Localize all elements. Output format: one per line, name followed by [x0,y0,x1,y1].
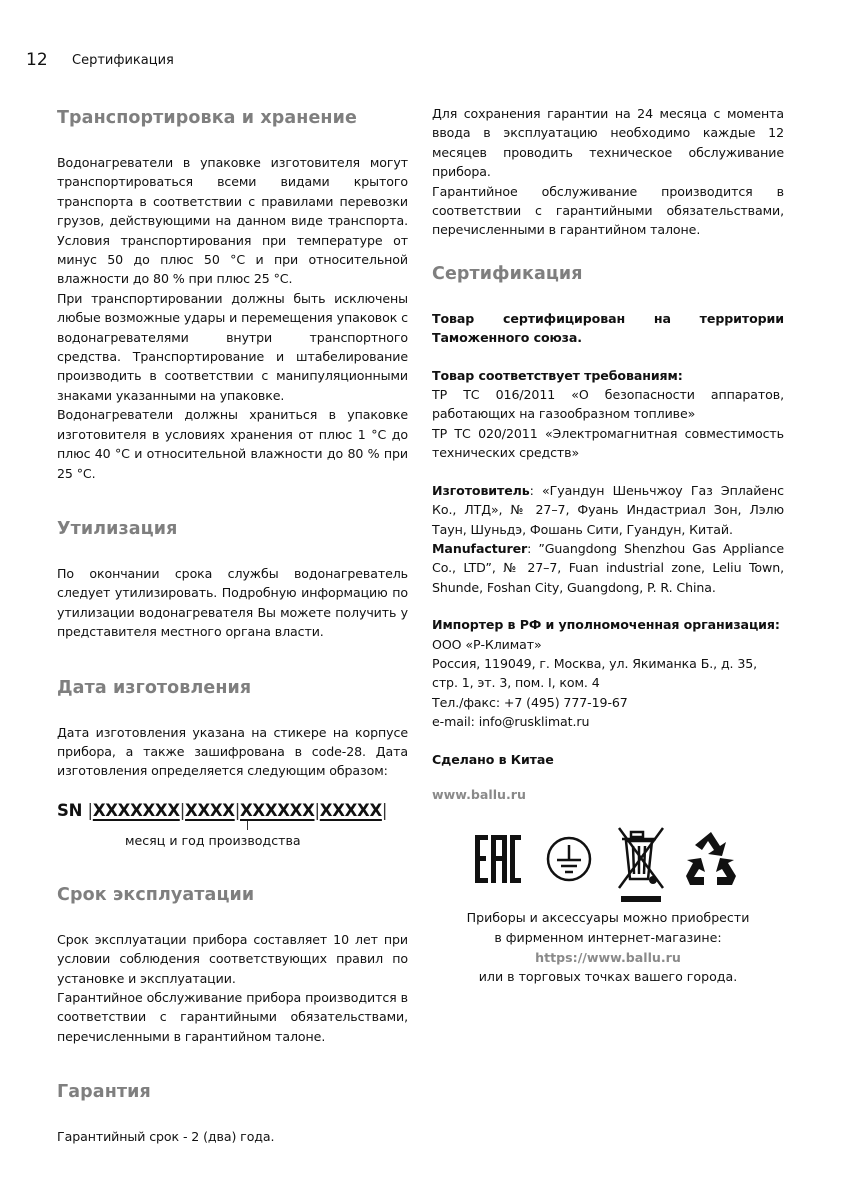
importer-line-4: Тел./факс: +7 (495) 777-19-67 [432,694,628,710]
eac-mark-icon [475,831,521,887]
service-life-paragraph-2: Гарантийное обслуживание прибора производится в соответствии с гарантийными обязательствами, перечисленными в гарантийном талоне. [57,989,408,1044]
requirement-2: ТР ТС 020/2011 «Электромагнитная совместимость технических средств» [432,425,784,461]
sn-prefix: SN [57,800,83,820]
right-column [432,104,784,987]
requirements-label: Товар соответствует требованиям: [432,367,683,383]
transport-heading: Транспортировка и хранение [57,108,357,128]
manufacturer-en-label: Manufacturer [432,540,528,556]
certification-marks [432,816,784,908]
warranty-service-paragraph: Гарантийное обслуживание производится в соответствии с гарантийными обязательствами, перечисленными в гарантийном талоне. [432,183,784,238]
ground-symbol-icon [546,836,592,882]
transport-paragraph-3: Водонагреватели должны храниться в упаковке изготовителя в условиях хранения от плюс 1 °С до плюс 40 °С и относительной влажности до 80 % при 25 °С. [57,407,408,481]
shop-line-2: в фирменном интернет-магазине: [494,929,722,945]
left-column [57,104,408,1147]
serial-number-code: SN |XXXXXXX|XXXX|XXXXXX|XXXXX| [57,800,388,820]
manufacture-date-paragraph: Дата изготовления указана на стикере на корпусе прибора, а также зашифрована в code-28. Дата изготовления определяется следующим образом: [57,724,408,779]
sn-caption: месяц и год производства [125,832,301,848]
disposal-paragraph: По окончании срока службы водонагреватель следует утилизировать. Подробную информацию по утилизации водонагревателя Вы можете получить у представителя местного органа власти. [57,565,408,640]
importer-line-2: Россия, 119049, г. Москва, ул. Якиманка Б., д. 35, [432,655,758,671]
manufacturer-ru [432,481,784,539]
importer-label: Импортер в РФ и уполномоченная организация: [432,617,780,633]
transport-paragraph-2: При транспортировании должны быть исключены любые возможные удары и перемещения упаковок с водонагревателями внутри транспортного средства. Транспортирование и штабелирование производить в соответствии с манипуляционными знаками указанными на упаковке. [57,290,408,403]
shop-url-link[interactable]: https://www.ballu.ru [535,949,681,965]
disposal-heading: Утилизация [57,518,178,539]
manufacturer-ru-text: : «Гуандун Шеньчжоу Газ Эплайенс Ко., ЛТД», № 27–7, Фуань Индастриал Зон, Лэлю Таун, Шуньдэ, Фошань Сити, Гуандун, Китай. [432,482,784,537]
sn-segment-4: XXXXX [319,800,382,820]
service-life-paragraph-1: Срок эксплуатации прибора составляет 10 лет при условии соблюдения соответствующих правил по установке и эксплуатации. [57,931,408,986]
sn-segment-2: XXXX [185,800,235,820]
page-number: 12 [26,50,48,70]
crossed-out-bin-icon [615,824,667,904]
shop-line-3: или в торговых точках вашего города. [478,968,738,984]
shop-info [432,908,784,987]
certification-heading: Сертификация [432,263,583,284]
importer-email: e-mail: info@rusklimat.ru [432,714,590,730]
section-label: Сертификация [72,53,174,68]
manufacturer-en-text: : ”Guangdong Shenzhou Gas Appliance Co., LTD”, № 27–7, Fuan industrial zone, Leliu Town, Shunde, Foshan City, Guangdong, P. R. China. [432,540,784,595]
sn-segment-1: XXXXXXX [92,800,180,820]
manufacturer-en [432,539,784,597]
recycle-icon [682,830,740,886]
warranty-paragraph: Гарантийный срок - 2 (два) года. [57,1129,275,1145]
sn-pointer-tick [247,821,248,830]
made-in-china: Сделано в Китае [432,751,554,767]
customs-union-statement: Товар сертифицирован на территории Таможенного союза. [432,310,784,346]
requirement-1: ТР ТС 016/2011 «О безопасности аппаратов, работающих на газообразном топливе» [432,387,784,422]
website-link[interactable]: www.ballu.ru [432,786,526,802]
warranty-maintenance-paragraph: Для сохранения гарантии на 24 месяца с момента ввода в эксплуатацию необходимо каждые 12 месяцев проводить техническое обслуживание прибора. [432,106,784,180]
manufacturer-ru-label: Изготовитель [432,482,530,498]
warranty-heading: Гарантия [57,1082,151,1103]
importer-line-1: ООО «Р-Климат» [432,636,542,652]
importer-line-3: стр. 1, эт. 3, пом. I, ком. 4 [432,675,600,691]
service-life-heading: Срок эксплуатации [57,884,255,905]
transport-paragraph-1: Водонагреватели в упаковке изготовителя могут транспортироваться всеми видами крытого транспорта в соответствии с правилами перевозки грузов, действующими на данном виде транспорта. Условия транспортирования при температуре от минус 50 до плюс 50 °С и при относительной влажности до 80 % при плюс 25 °С. [57,155,408,287]
sn-segment-3: XXXXXX [239,800,315,820]
shop-line-1: Приборы и аксессуары можно приобрести [466,909,750,925]
manufacture-date-heading: Дата изготовления [57,677,252,698]
serial-number-diagram [57,801,408,863]
